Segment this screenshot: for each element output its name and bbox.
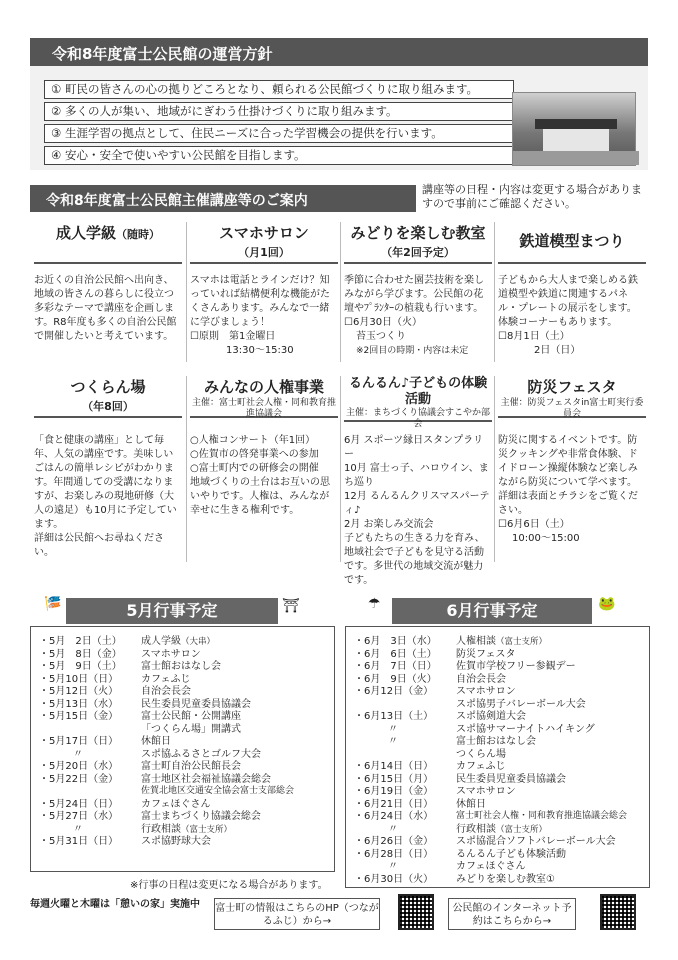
courses-note: 講座等の日程・内容は変更する場合がありますので事前にご確認ください。 [422,183,642,210]
event-date: ・5月12日（火） [39,686,119,697]
event-name: スポ協野球大会 [141,836,211,847]
event-date: 〃 [73,823,83,835]
course-item: ○佐賀市の啓発事業への参加 [190,449,319,460]
divider [494,376,495,562]
event-name: スマホサロン [456,786,516,797]
course-item: 12月 るんるんクリスマスパーティ♪ [344,491,490,516]
event-row [31,760,331,773]
event-location: （富士支所） [496,637,548,647]
event-row [346,685,646,698]
event-row [346,748,646,761]
event-name: スマホサロン [141,648,201,660]
event-date: ・5月20日（水） [39,761,119,772]
course-time: 10:00～15:00 [512,533,580,544]
event-date: ・6月15日（月） [354,773,434,785]
event-name: スマホサロン [456,686,516,697]
event-date: ・6月 7日（日） [354,661,437,672]
course-organizer: 主催：まちづくり協議会すこやか部会 [346,408,490,429]
event-date: ・6月14日（日） [354,761,434,772]
event-date: 〃 [388,823,398,835]
course-schedule-2: 2日（日） [534,345,581,356]
event-name: 「つくらん場」開講式 [141,723,241,735]
course-card [190,376,338,518]
event-name: 自治会長会 [456,673,506,685]
course-name: スマホサロン [219,224,309,242]
course-name: 成人学級（随時） [55,224,160,242]
event-date: ・5月 8日（金） [39,648,122,660]
course-name: 防災フェスタ [527,378,617,396]
course-name: つくらん場 [70,378,146,396]
event-row [346,810,646,823]
event-name: スポ協男子バレーボール大会 [456,698,586,710]
course-text: 子どもから大人まで楽しめる鉄道模型や鉄道に関連するパネル・プレートの展示をします。体験コーナーもあります。 [498,275,638,328]
course-card [34,376,182,560]
event-date: ・5月17日（日） [39,736,119,747]
course-note: ※2回目の時期・内容は未定 [356,346,469,356]
teru-teru-bozu-icon: ☂ [368,596,381,612]
photo-ground [513,151,639,165]
course-body [498,264,646,358]
event-row [31,810,331,823]
event-name: 富士館おはなし会 [456,736,536,747]
event-date: ・5月13日（水） [39,698,119,710]
event-name: みどりを楽しむ教室① [456,873,555,885]
hp-link[interactable]: 富士町の情報はこちらのHP（つながるふじ）から→ [214,898,380,930]
event-name: スポ協ふるさとゴルフ大会 [141,748,261,760]
event-row [31,685,331,698]
course-topic: 苔玉つくり [356,331,406,342]
course-card [190,222,338,358]
course-time: 13:30～15:30 [226,345,294,356]
event-name: 行政相談（富士支所） [456,823,548,835]
policy-item: ① 町民の皆さんの心の拠りどころとなり、頼られる公民館づくりに取り組みます。 [44,80,514,99]
event-date: 〃 [388,723,398,735]
event-name: 富士まちづくり協議会総会 [141,811,261,822]
course-body [498,418,646,546]
course-body [190,418,338,518]
course-organizer: 主催：富士町社会人権・同和教育推進協議会 [191,398,336,419]
event-name: 成人学級（大串） [141,636,216,647]
event-name: スポ協サマーナイトハイキング [456,723,595,735]
course-text: 地域づくりの土台はお互いの思いやりです。人権は、みんなが幸せに生きる権利です。 [190,477,330,516]
june-title: 6月行事予定 [392,598,592,624]
event-date: ・6月28日（日） [354,848,434,860]
event-name: 富士町社会人権・同和教育推進協議会総会 [456,811,628,821]
event-date: ・5月27日（水） [39,811,119,822]
event-date: ・6月19日（金） [354,786,434,797]
event-row [346,773,646,786]
course-head [190,376,338,418]
event-row [31,735,331,748]
event-date: 〃 [388,861,398,872]
event-row [346,660,646,673]
event-date: ・6月12日（金） [354,686,434,697]
event-name: 行政相談（富士支所） [141,823,233,835]
policy-item: ④ 安心・安全で使いやすい公民館を目指します。 [44,146,514,165]
qr-code-reserve[interactable] [600,894,636,930]
carp-streamer-icon: 🎏 [44,596,62,612]
event-date: ・5月31日（日） [39,836,119,847]
course-schedule: ☐6月6日（土） [498,519,570,530]
event-row [346,635,646,648]
divider [340,222,341,362]
course-schedule: ☐8月1日（土） [498,331,570,342]
policy-item: ② 多くの人が集い、地域がにぎわう仕掛けづくりに取り組みます。 [44,102,514,121]
course-head [344,376,492,429]
course-organizer: 主催：防災フェスタin富士町実行委員会 [500,398,644,419]
event-row [346,848,646,861]
event-name: 佐賀北地区交通安全協会富士支部総会 [141,786,295,796]
course-freq: （月1回） [238,246,290,259]
event-row [346,710,646,723]
frog-icon: 🐸 [598,596,616,612]
kabuto-icon: ⛩ [282,598,300,614]
event-name: カフェふじ [141,673,191,685]
may-title: 5月行事予定 [66,598,278,624]
event-date: ・6月 3日（水） [354,636,437,647]
divider [340,376,341,562]
event-row [31,723,331,736]
course-text: 「食と健康の講座」として毎年、人気の講座です。美味しいごはんの簡単レシピがわかります。年間通しての受講になりますが、お楽しみの現地研修（大人の遠足）も10月に予定しています。 [34,435,177,530]
divider [186,376,187,562]
course-freq: （年2回予定） [381,246,455,259]
course-text: 詳細は公民館へお尋ねください。 [34,533,164,558]
course-card [344,222,492,358]
course-item: ○富士町内での研修会の開催 [190,463,319,474]
event-row [31,785,331,798]
course-body [344,422,492,588]
event-name: カフェふじ [456,761,506,772]
event-row [31,648,331,661]
course-head [498,376,646,418]
course-name: みどりを楽しむ教室 [350,224,486,242]
event-name: るんるん子ども体験活動 [456,848,566,860]
event-date: ・6月24日（水） [354,811,434,822]
event-name: 佐賀市学校フリー参観デー [456,661,576,672]
event-name: カフェほぐさん [456,861,526,872]
course-head [344,222,492,264]
course-card [498,376,646,546]
course-body [344,264,492,358]
event-row [31,635,331,648]
event-date: ・6月 9日（火） [354,673,437,685]
course-head [34,222,182,264]
event-name: 防災フェスタ [456,648,516,660]
event-row [31,660,331,673]
course-schedule: ☐6月30日（火） [344,317,423,328]
course-item: ○人権コンサート（年1回） [190,435,316,446]
event-row [346,798,646,811]
course-head [190,222,338,264]
community-center-photo [512,92,636,166]
divider [494,222,495,362]
event-name: 富士町自治公民館長会 [141,761,241,772]
photo-roof [535,119,617,129]
event-name: 富士館おはなし会 [141,661,221,672]
footnote: ※行事の日程は変更になる場合があります。 [130,880,328,891]
course-freq: （年8回） [82,400,134,413]
event-row [346,823,646,836]
course-text: お近くの自治公民館へ出向き、地域の皆さんの暮らしに役立つ多彩なテーマで講座を企画します。R8年度も多くの自治公民館で開催したいと考えています。 [34,275,177,342]
event-name: 休館日 [456,798,486,810]
course-item: 10月 富士っ子、ハロウイン、まち巡り [344,463,489,488]
event-name: 自治会長会 [141,686,191,697]
event-row [31,710,331,723]
may-events [30,626,335,872]
event-date: 〃 [73,748,83,760]
event-location: （大串） [181,637,216,647]
course-name: みんなの人権事業 [203,378,324,396]
course-body [34,418,182,560]
event-name: 人権相談（富士支所） [456,636,548,647]
event-date: ・6月21日（日） [354,798,434,810]
event-row [31,698,331,711]
course-card [344,376,492,588]
course-head [34,376,182,418]
event-date: ・6月 6日（土） [354,648,437,660]
photo-wall [543,129,609,151]
event-name: 富士公民館・公開講座 [141,711,241,722]
course-item: 6月 スポーツ縁日スタンプラリー [344,435,484,460]
qr-code-hp[interactable] [398,894,434,930]
event-name: つくらん場 [456,748,506,760]
policy-item: ③ 生涯学習の拠点として、住民ニーズに合った学習機会の提供を行います。 [44,124,514,143]
event-date: ・5月 9日（土） [39,661,122,672]
event-row [31,798,331,811]
event-row [346,873,646,886]
event-row [346,673,646,686]
event-row [346,723,646,736]
event-row [31,835,331,848]
event-name: 休館日 [141,736,171,747]
policy-title: 令和8年度富士公民館の運営方針 [30,38,648,66]
ikoi-notice: 毎週火曜と木曜は「憩いの家」実施中 [30,899,200,910]
reserve-link[interactable]: 公民館のインターネット予約はこちらから→ [448,898,576,930]
course-schedule: ☐原則 第1金曜日 [190,331,276,342]
event-date: ・5月15日（金） [39,711,119,722]
event-row [31,773,331,786]
course-card [498,222,646,358]
course-card [34,222,182,344]
event-date: ・5月10日（日） [39,673,119,685]
event-row [346,785,646,798]
course-text: スマホは電話とラインだけ？知っていれば結構便利な機能がたくさんあります。みんなで一緒に学びましょう！ [190,275,330,328]
event-date: 〃 [388,736,398,747]
event-row [346,835,646,848]
event-row [346,648,646,661]
course-name: 鉄道模型まつり [519,232,625,250]
event-date: ・6月26日（金） [354,836,434,847]
courses-header: 令和8年度富士公民館主催講座等のご案内 [30,185,416,212]
divider [186,222,187,362]
course-head [498,222,646,264]
course-text: 季節に合わせた園芸技術を楽しみながら学びます。公民館の花壇やﾌﾟﾗﾝﾀｰの植栽も行います。 [344,275,484,314]
event-row [346,860,646,873]
event-name: カフェほぐさん [141,798,211,810]
june-events [345,626,650,888]
course-text: 子どもたちの生きる力を育み、地域社会で子どもを見守る活動です。多世代の地域交流が魅力です。 [344,533,485,586]
event-row [346,698,646,711]
event-date: ・5月 2日（土） [39,636,122,647]
event-row [31,673,331,686]
event-name: 民生委員児童委員協議会 [456,773,566,785]
course-body [34,264,182,344]
course-item: 2月 お楽しみ交流会 [344,519,434,530]
event-name: スポ協剣道大会 [456,711,526,722]
course-name: るんるん♪子どもの体験活動 [348,376,488,407]
event-location: （富士支所） [181,824,233,835]
course-body [190,264,338,358]
event-date: ・5月24日（日） [39,798,119,810]
event-row [31,823,331,836]
event-name: スポ協混合ソフトバレーボール大会 [456,836,616,847]
event-row [346,760,646,773]
event-name: 民生委員児童委員協議会 [141,698,251,710]
event-location: （富士支所） [496,824,548,835]
event-name: 富士地区社会福祉協議会総会 [141,773,271,785]
event-date: ・6月30日（火） [354,873,434,885]
event-date: ・5月22日（金） [39,773,119,785]
event-row [346,735,646,748]
course-text: 防災に関するイベントです。防災クッキングや非常食体験、ドイドローン操縦体験など楽しみながら防災について学べます。詳細は表面とチラシをご覧ください。 [498,435,638,516]
event-row [31,748,331,761]
event-date: ・6月13日（土） [354,711,434,722]
